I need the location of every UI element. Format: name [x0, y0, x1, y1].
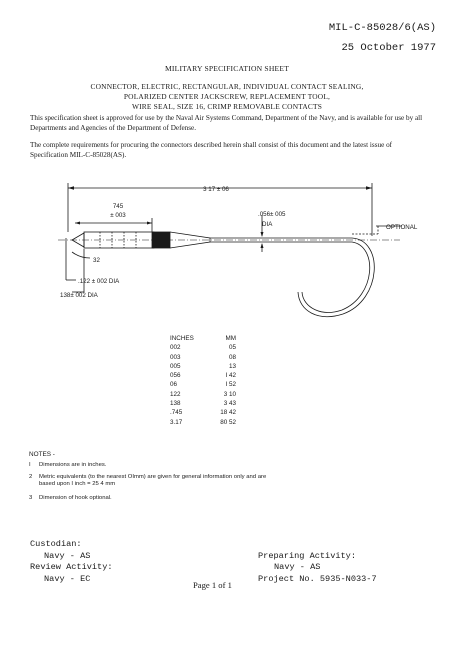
mm-header: MM	[225, 335, 236, 342]
shank-length-label: 745	[112, 203, 124, 210]
notes-heading: NOTES -	[29, 451, 55, 458]
note-item	[29, 494, 431, 503]
mm-cell: 3 10	[223, 390, 236, 398]
inches-cell: 06	[170, 381, 178, 389]
angle-label: 32	[93, 257, 100, 264]
arrowhead	[75, 222, 80, 225]
table-row	[170, 371, 236, 380]
page-number: Page 1 of 1	[193, 580, 232, 590]
mm-cell: 05	[228, 344, 236, 352]
arrowhead	[261, 232, 264, 237]
preparing-activity-label: Preparing Activity:	[258, 551, 356, 561]
inches-cell: 002	[170, 344, 181, 352]
requirements-paragraph: The complete requirements for procuring the connectors described herein shall consist of this document and the latest issue of Specification MIL-C-85028(AS).	[30, 141, 393, 159]
wire-dia-label: .056± 005	[258, 211, 286, 218]
tip-dia-label: .122 ± 002 DIA	[78, 278, 120, 285]
project-number: Project No. 5935-N033-7	[258, 574, 377, 584]
inches-cell: 122	[170, 390, 181, 398]
mm-cell: 80 52	[220, 418, 236, 426]
overall-length-label: 3 17 ± 06	[203, 186, 229, 193]
mm-cell: I 42	[225, 372, 236, 380]
table-header-row	[170, 334, 236, 343]
table-row	[170, 390, 236, 399]
optional-label: OPTIONAL	[386, 224, 418, 231]
note-text: Metric equivalents (to the nearest OImm) are given for general information only and are	[39, 474, 267, 480]
mm-cell: 18 42	[220, 409, 236, 417]
arrowhead	[261, 243, 264, 248]
inches-cell: 003	[170, 353, 181, 361]
table-row	[170, 353, 236, 362]
approval-paragraph: This specification sheet is approved for use by the Naval Air Systems Command, Department of the Navy, and is available for use by all Departments and Agencies of the Department of Defense.	[30, 114, 423, 132]
custodian-label: Custodian:	[30, 539, 82, 549]
sheet-title: MILITARY SPECIFICATION SHEET	[164, 64, 290, 73]
document-date: 25 October 1977	[341, 42, 436, 54]
inches-cell: 138	[170, 400, 181, 408]
inches-cell: 005	[170, 362, 181, 370]
metric-conversion-table	[170, 334, 236, 427]
body-dia-label: 138± 002 DIA	[60, 292, 98, 299]
arrowhead	[68, 186, 74, 190]
document-id: MIL-C-85028/6(AS)	[328, 22, 436, 34]
table-row	[170, 418, 236, 427]
table-row	[170, 408, 236, 417]
note-continuation: based upon I inch = 25 4 mm	[39, 481, 116, 487]
note-number: 2	[29, 474, 33, 480]
inches-cell: .745	[170, 409, 183, 417]
table-row	[170, 343, 236, 352]
mm-cell: 08	[228, 353, 236, 361]
preparing-activity-value: Navy - AS	[274, 562, 321, 572]
inches-cell: 3.17	[170, 418, 183, 426]
mm-cell: 3 43	[223, 400, 236, 408]
arrowhead	[147, 222, 152, 225]
subject-line-3: WIRE SEAL, SIZE 16, CRIMP REMOVABLE CONTACTS	[131, 102, 323, 111]
review-activity-label: Review Activity:	[30, 562, 113, 572]
note-item	[29, 461, 431, 470]
note-number: 3	[29, 495, 33, 501]
shank-tolerance-label: ± 003	[110, 212, 126, 219]
mm-cell: 13	[228, 362, 236, 370]
tool-hook-outer	[298, 238, 374, 317]
review-activity-value: Navy - EC	[44, 574, 91, 584]
custodian-value: Navy - AS	[44, 551, 91, 561]
arrowhead	[366, 186, 372, 190]
inches-cell: 056	[170, 372, 181, 380]
table-row	[170, 380, 236, 389]
subject-line-1: CONNECTOR, ELECTRIC, RECTANGULAR, INDIVIDUAL CONTACT SEALING,	[90, 82, 364, 91]
table-row	[170, 399, 236, 408]
inches-header: INCHES	[170, 335, 194, 342]
note-text: Dimensions are in inches.	[39, 462, 107, 468]
table-row	[170, 362, 236, 371]
note-number: I	[29, 462, 31, 468]
subject-line-2: POLARIZED CENTER JACKSCREW, REPLACEMENT TOOL,	[123, 92, 331, 101]
wire-dia-suffix: DIA	[262, 221, 273, 228]
angle-arc	[72, 252, 90, 258]
tool-hook-inner	[302, 242, 370, 312]
mm-cell: I 52	[225, 381, 236, 389]
note-text: Dimension of hook optional.	[39, 495, 112, 501]
